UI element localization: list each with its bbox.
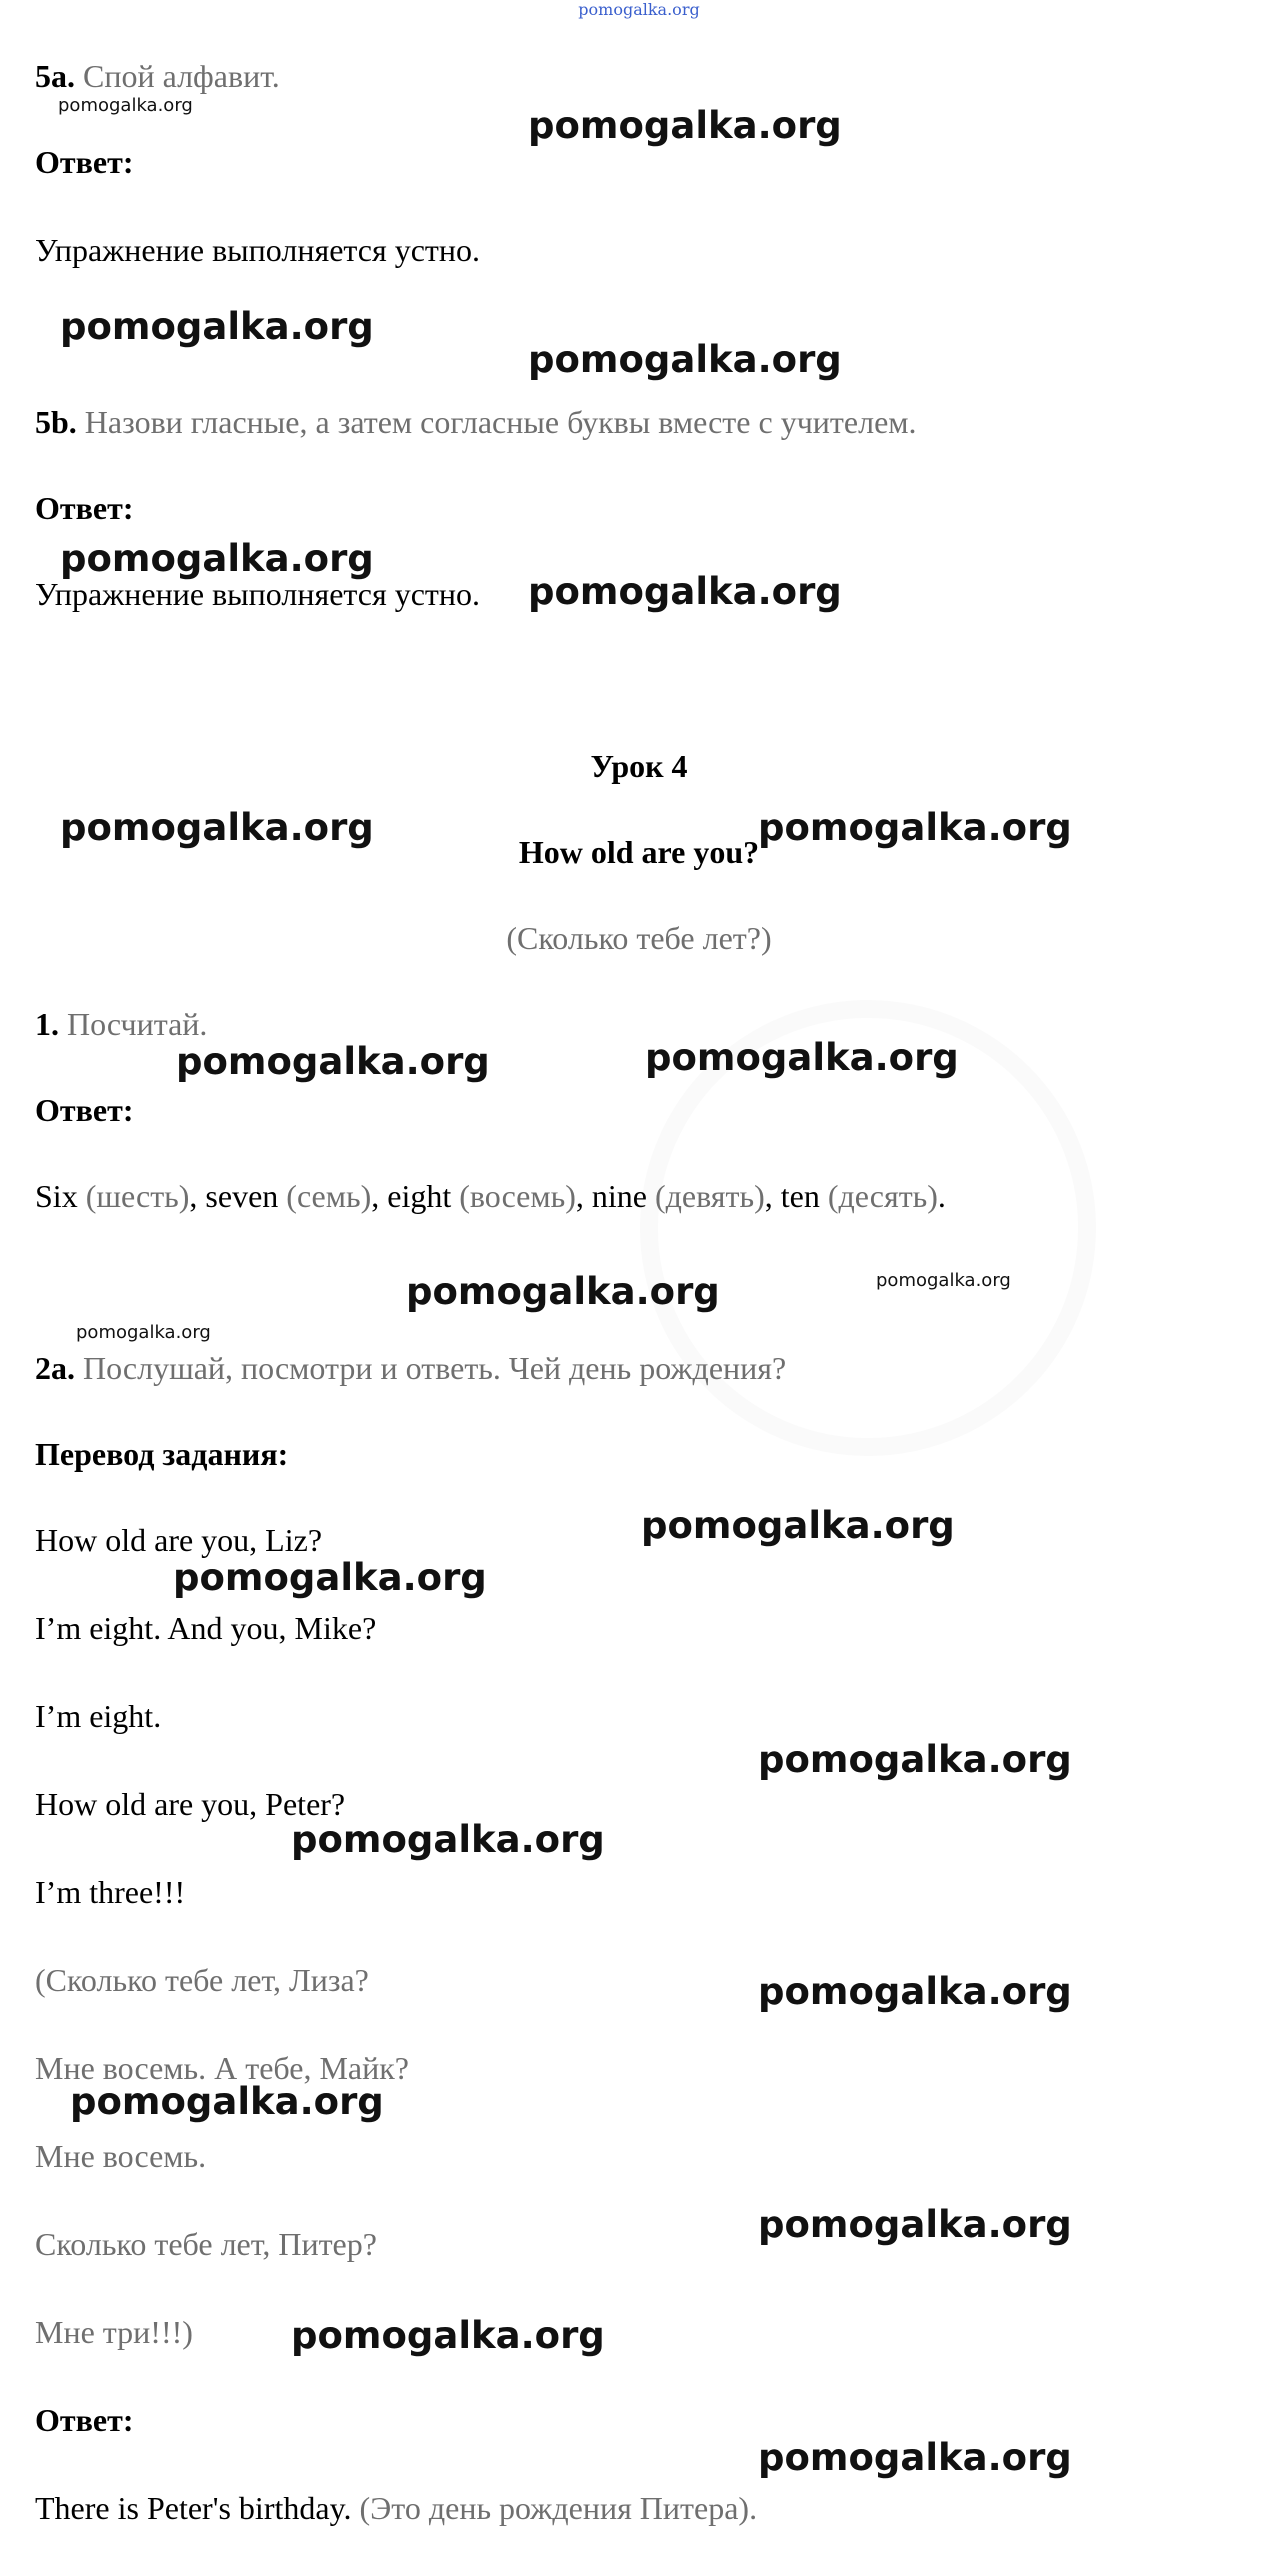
separator: , [575, 1178, 592, 1214]
dialogue-line-ru: Мне восемь. А тебе, Майк? [35, 2050, 409, 2086]
background-stamp [547, 907, 1189, 1549]
answer-label: Ответ: [35, 1092, 134, 1128]
watermark-small: pomogalka.org [58, 95, 193, 116]
watermark: pomogalka.org [176, 1040, 490, 1083]
watermark: pomogalka.org [60, 806, 374, 849]
number-translation: (восемь) [451, 1178, 576, 1214]
lesson-subtitle: How old are you? [518, 834, 760, 870]
task-number: 1. [35, 1006, 59, 1042]
number-word: eight [387, 1178, 452, 1214]
answer-label: Ответ: [35, 144, 134, 180]
watermark: pomogalka.org [291, 2314, 605, 2357]
task-number: 5b. [35, 404, 77, 440]
watermark: pomogalka.org [758, 2436, 1072, 2479]
separator: . [937, 1178, 946, 1214]
number-word: ten [780, 1178, 820, 1214]
watermark: pomogalka.org [758, 806, 1072, 849]
dialogue-line-ru: (Сколько тебе лет, Лиза? [35, 1962, 369, 1998]
watermark: pomogalka.org [173, 1556, 487, 1599]
task-5b [35, 402, 917, 442]
watermark: pomogalka.org [60, 537, 374, 580]
watermark: pomogalka.org [758, 1970, 1072, 2013]
watermark: pomogalka.org [758, 2203, 1072, 2246]
answer-label: Ответ: [35, 2402, 134, 2438]
watermark: pomogalka.org [758, 1738, 1072, 1781]
task-text: Спой алфавит. [83, 58, 280, 94]
number-translation: (семь) [278, 1178, 372, 1214]
number-translation: (шесть) [77, 1178, 190, 1214]
lesson-translation: (Сколько тебе лет?) [506, 920, 772, 956]
task-text: Посчитай. [67, 1006, 208, 1042]
final-answer [35, 2488, 757, 2528]
watermark: pomogalka.org [291, 1818, 605, 1861]
number-translation: (десять) [819, 1178, 938, 1214]
lesson-title: Урок 4 [590, 748, 688, 784]
separator: , [764, 1178, 781, 1214]
numbers-answer [35, 1176, 946, 1216]
separator: , [189, 1178, 206, 1214]
top-watermark: pomogalka.org [578, 0, 700, 19]
watermark: pomogalka.org [641, 1504, 955, 1547]
watermark-small: pomogalka.org [76, 1322, 211, 1343]
dialogue-line-ru: Мне три!!!) [35, 2314, 193, 2350]
dialogue-line-en: I’m three!!! [35, 1874, 186, 1910]
task-1 [35, 1004, 207, 1044]
answer-label: Ответ: [35, 490, 134, 526]
separator: , [371, 1178, 388, 1214]
dialogue-line-en: I’m eight. And you, Mike? [35, 1610, 377, 1646]
number-word: nine [591, 1178, 647, 1214]
translation-label: Перевод задания: [35, 1436, 289, 1472]
dialogue-line-ru: Сколько тебе лет, Питер? [35, 2226, 377, 2262]
answer-text: Упражнение выполняется устно. [35, 232, 480, 268]
watermark-small: pomogalka.org [876, 1270, 1011, 1291]
number-translation: (девять) [646, 1178, 765, 1214]
task-text: Назови гласные, а затем согласные буквы вместе с учителем. [84, 404, 917, 440]
dialogue-line-en: I’m eight. [35, 1698, 162, 1734]
task-5a [35, 56, 280, 96]
dialogue-line-ru: Мне восемь. [35, 2138, 207, 2174]
answer-english: There is Peter's birthday. [35, 2490, 352, 2526]
number-word: Six [35, 1178, 78, 1214]
task-number: 5a. [35, 58, 75, 94]
watermark: pomogalka.org [528, 104, 842, 147]
dialogue-line-en: How old are you, Peter? [35, 1786, 346, 1822]
watermark: pomogalka.org [528, 570, 842, 613]
task-text: Послушай, посмотри и ответь. Чей день рождения? [83, 1350, 787, 1386]
answer-text: Упражнение выполняется устно. [35, 576, 480, 612]
dialogue-line-en: How old are you, Liz? [35, 1522, 323, 1558]
number-word: seven [205, 1178, 279, 1214]
watermark: pomogalka.org [645, 1036, 959, 1079]
task-number: 2a. [35, 1350, 75, 1386]
watermark: pomogalka.org [70, 2080, 384, 2123]
answer-translation: (Это день рождения Питера). [351, 2490, 758, 2526]
task-2a [35, 1348, 786, 1388]
watermark: pomogalka.org [60, 305, 374, 348]
watermark: pomogalka.org [406, 1270, 720, 1313]
watermark: pomogalka.org [528, 338, 842, 381]
